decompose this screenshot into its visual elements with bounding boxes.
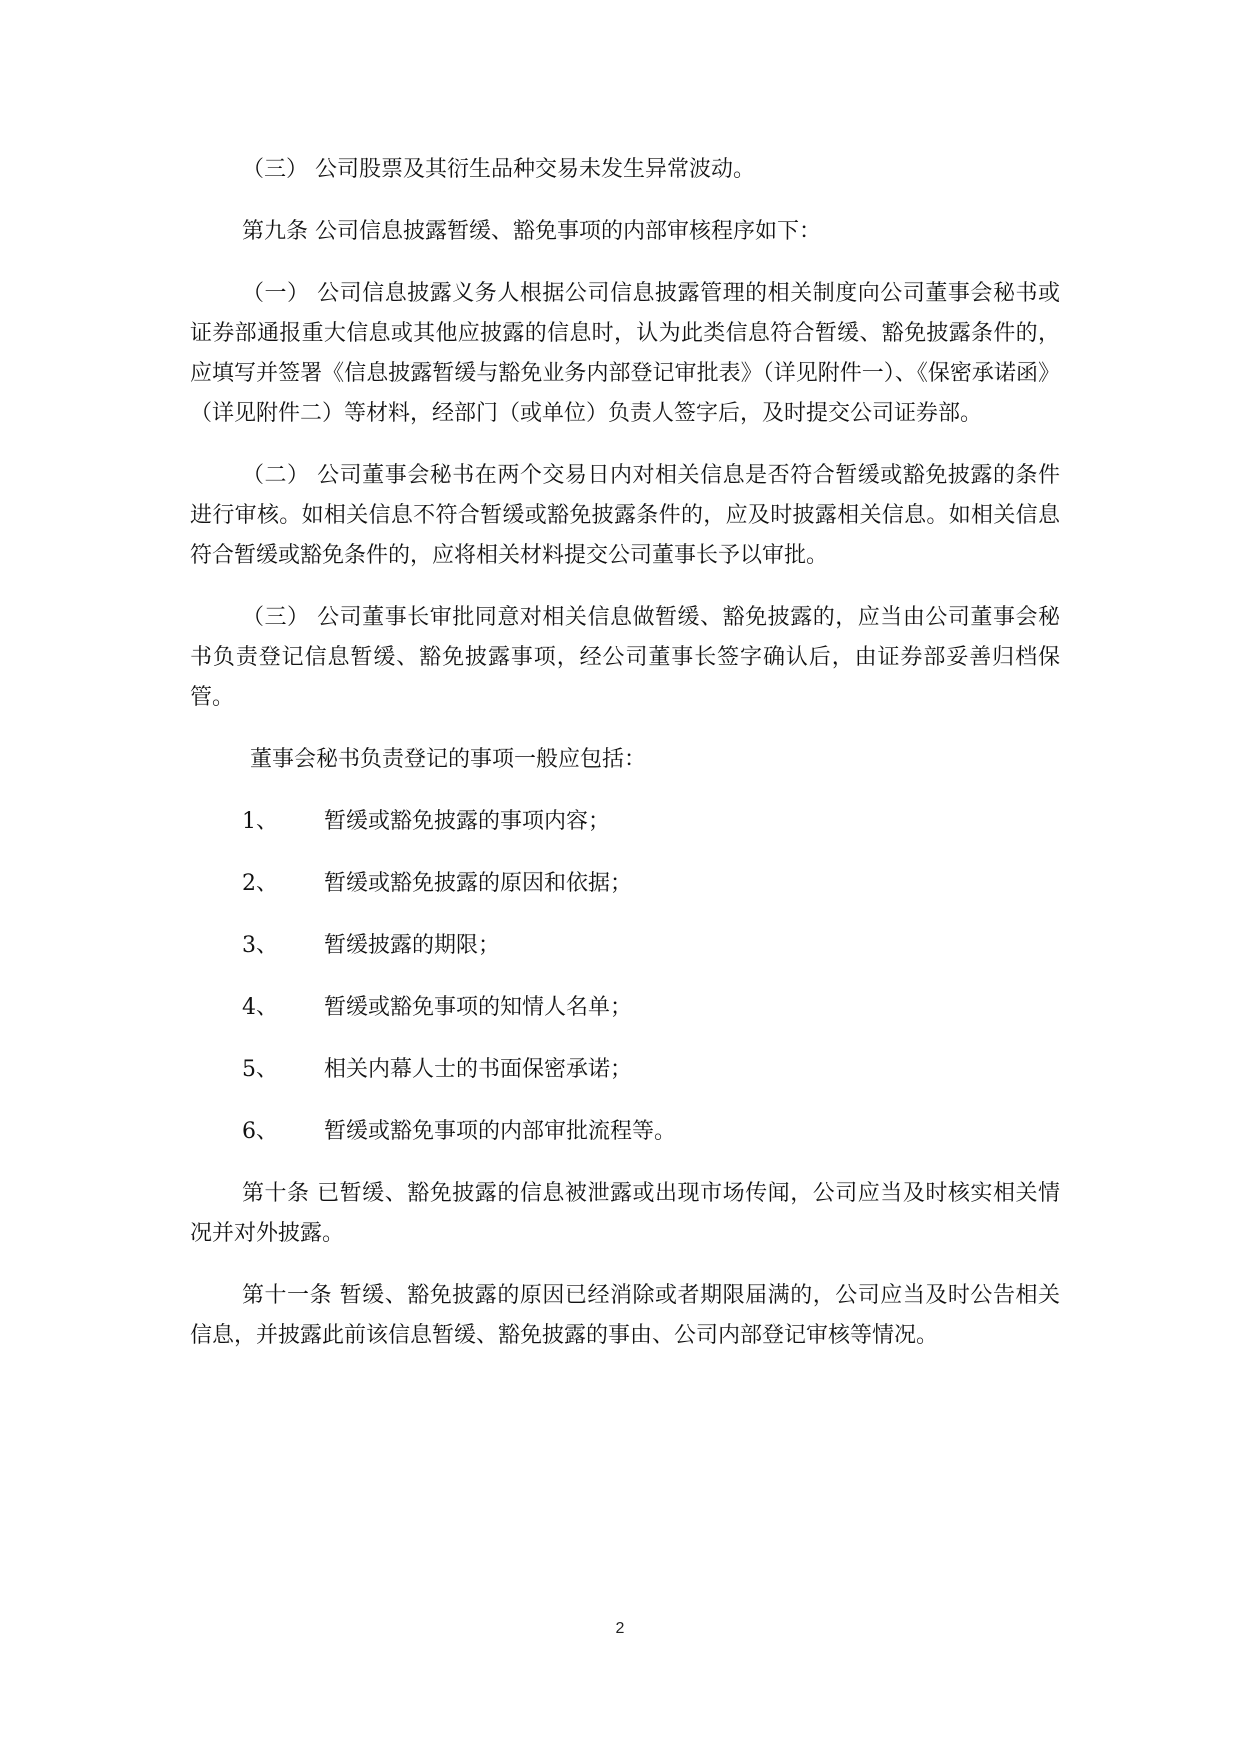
list-item-number: 1、 xyxy=(242,809,278,834)
registration-items-intro: 董事会秘书负责登记的事项一般应包括： xyxy=(250,747,647,772)
document-body xyxy=(190,150,1060,1378)
list-item xyxy=(190,802,1060,842)
list-item-text: 暂缓或豁免披露的事项内容； xyxy=(324,809,611,834)
list-item xyxy=(190,926,1060,966)
paragraph-procedure-1: （一） 公司信息披露义务人根据公司信息披露管理的相关制度向公司董事会秘书或证券部通报重大信息或其他应披露的信息时，认为此类信息符合暂缓、豁免披露条件的，应填写并签署《信息披露暂缓与豁免业务内部登记审批表》（详见附件一）、《保密承诺函》（详见附件二）等材料，经部门（或单位）负责人签字后，及时提交公司证券部。 xyxy=(190,281,1060,426)
list-item xyxy=(190,864,1060,904)
list-item-number: 3、 xyxy=(242,933,278,958)
article-10: 第十条 已暂缓、豁免披露的信息被泄露或出现市场传闻，公司应当及时核实相关情况并对外披露。 xyxy=(190,1181,1060,1246)
paragraph-item-3-stock: （三） 公司股票及其衍生品种交易未发生异常波动。 xyxy=(242,157,755,182)
list-item-number: 5、 xyxy=(242,1057,278,1082)
list-item-number: 6、 xyxy=(242,1119,278,1144)
list-item xyxy=(190,1112,1060,1152)
page-number: 2 xyxy=(615,1620,625,1637)
list-item-number: 2、 xyxy=(242,871,278,896)
list-item-text: 相关内幕人士的书面保密承诺； xyxy=(324,1057,633,1082)
list-item xyxy=(190,988,1060,1028)
article-9-heading: 第九条 公司信息披露暂缓、豁免事项的内部审核程序如下： xyxy=(242,219,821,244)
list-item-text: 暂缓或豁免事项的内部审批流程等。 xyxy=(324,1119,677,1144)
registration-items-list xyxy=(190,802,1060,1152)
list-item-text: 暂缓或豁免事项的知情人名单； xyxy=(324,995,633,1020)
list-item xyxy=(190,1050,1060,1090)
article-11: 第十一条 暂缓、豁免披露的原因已经消除或者期限届满的，公司应当及时公告相关信息，并披露此前该信息暂缓、豁免披露的事由、公司内部登记审核等情况。 xyxy=(190,1283,1060,1348)
list-item-text: 暂缓披露的期限； xyxy=(324,933,501,958)
list-item-text: 暂缓或豁免披露的原因和依据； xyxy=(324,871,633,896)
paragraph-procedure-3: （三） 公司董事长审批同意对相关信息做暂缓、豁免披露的，应当由公司董事会秘书负责登记信息暂缓、豁免披露事项，经公司董事长签字确认后，由证券部妥善归档保管。 xyxy=(190,605,1060,710)
list-item-number: 4、 xyxy=(242,995,278,1020)
paragraph-procedure-2: （二） 公司董事会秘书在两个交易日内对相关信息是否符合暂缓或豁免披露的条件进行审核。如相关信息不符合暂缓或豁免披露条件的，应及时披露相关信息。如相关信息符合暂缓或豁免条件的，应将相关材料提交公司董事长予以审批。 xyxy=(190,463,1060,568)
